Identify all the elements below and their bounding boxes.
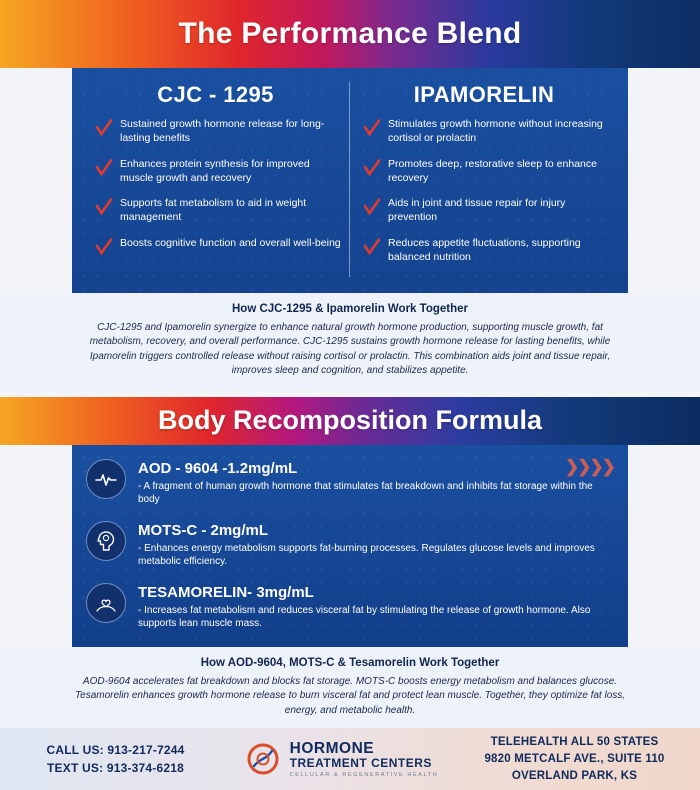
performance-blend-banner bbox=[0, 0, 700, 68]
peptide-description: - A fragment of human growth hormone that stimulates fat breakdown and inhibits fat storage within the body bbox=[138, 480, 593, 506]
check-icon bbox=[96, 119, 112, 137]
peptide-description: - Enhances energy metabolism supports fat-burning processes. Regulates glucose levels and improves metabolic efficiency. bbox=[138, 542, 595, 568]
synergy-note-blend bbox=[0, 293, 700, 391]
head-energy-icon bbox=[86, 521, 126, 561]
list-item bbox=[358, 237, 610, 265]
list-item bbox=[86, 521, 608, 569]
check-icon bbox=[96, 198, 112, 216]
list-item bbox=[90, 118, 341, 146]
check-icon bbox=[364, 198, 380, 216]
call-us-text[interactable]: CALL US: 913-217-7244 bbox=[46, 743, 185, 758]
cjc-1295-title: CJC - 1295 bbox=[157, 82, 274, 107]
address-line-2: OVERLAND PARK, KS bbox=[511, 770, 638, 782]
peptide-name: TESAMORELIN- 3mg/mL bbox=[138, 583, 314, 601]
list-item bbox=[90, 197, 341, 225]
peptide-name: AOD - 9604 -1.2mg/mL bbox=[138, 459, 298, 477]
list-item bbox=[358, 158, 610, 186]
brand-tagline: CELLULAR & REGENERATIVE HEALTH bbox=[289, 771, 439, 778]
check-icon bbox=[96, 238, 112, 256]
list-item bbox=[86, 459, 608, 507]
text-us-text[interactable]: TEXT US: 913-374-6218 bbox=[47, 761, 184, 776]
list-item-label: Reduces appetite fluctuations, supporting balanced nutrition bbox=[388, 237, 581, 264]
synergy-heading: How CJC-1295 & Ipamorelin Work Together bbox=[231, 302, 468, 315]
list-item-label: Boosts cognitive function and overall well-being bbox=[120, 237, 341, 250]
hormone-logo-icon bbox=[242, 738, 284, 780]
list-item bbox=[358, 197, 610, 225]
list-item-label: Sustained growth hormone release for long-lasting benefits bbox=[120, 118, 325, 144]
page-title: The Performance Blend bbox=[178, 17, 522, 50]
peptide-name: MOTS-C - 2mg/mL bbox=[138, 521, 268, 539]
body-recomposition-banner bbox=[0, 397, 700, 445]
brand-line-1: HORMONE bbox=[289, 739, 375, 757]
list-item-label: Aids in joint and tissue repair for injury prevention bbox=[388, 197, 566, 224]
check-icon bbox=[96, 159, 112, 177]
check-icon bbox=[364, 238, 380, 256]
brand-logo bbox=[213, 738, 467, 780]
synergy-body: AOD-9604 accelerates fat breakdown and blocks fat storage. MOTS-C boosts energy metabolism and balances glucose. Tesamorelin enhances growth hormone release to burn visceral fat and protect lean muscle. Together, they optimize fat loss, energy, and metabolic health. bbox=[74, 675, 626, 716]
telehealth-text: TELEHEALTH ALL 50 STATES bbox=[490, 735, 659, 748]
brand-text bbox=[290, 741, 439, 778]
ipamorelin-column bbox=[350, 82, 618, 277]
heartbeat-icon bbox=[86, 459, 126, 499]
synergy-heading: How AOD-9604, MOTS-C & Tesamorelin Work Together bbox=[200, 656, 500, 669]
synergy-note-formula bbox=[0, 647, 700, 729]
list-item-label: Stimulates growth hormone without increasing cortisol or prolactin bbox=[388, 118, 603, 144]
list-item-label: Supports fat metabolism to aid in weight management bbox=[120, 197, 307, 224]
check-icon bbox=[364, 159, 380, 177]
brand-line-2: TREATMENT CENTERS bbox=[289, 756, 432, 771]
list-item bbox=[90, 158, 341, 186]
cjc-1295-column bbox=[82, 82, 350, 277]
check-icon bbox=[364, 119, 380, 137]
contact-footer bbox=[0, 728, 700, 790]
peptide-description: - Increases fat metabolism and reduces visceral fat by stimulating the release of growth hormone. Also supports lean muscle mass. bbox=[138, 604, 591, 630]
address-line-1: 9820 METCALF AVE., SUITE 110 bbox=[484, 752, 665, 765]
list-item bbox=[358, 118, 610, 146]
phone-block bbox=[18, 741, 213, 777]
list-item bbox=[90, 237, 341, 256]
peptide-list-block bbox=[72, 445, 628, 647]
list-item bbox=[86, 583, 608, 631]
list-item-label: Enhances protein synthesis for improved muscle growth and recovery bbox=[120, 157, 310, 184]
section-title: Body Recomposition Formula bbox=[157, 405, 543, 436]
blend-comparison-block bbox=[72, 68, 628, 293]
ipamorelin-title: IPAMORELIN bbox=[413, 82, 555, 107]
address-block bbox=[467, 734, 682, 786]
chevron-right-icon: ❯❯❯❯ bbox=[565, 456, 614, 476]
synergy-body: CJC-1295 and Ipamorelin synergize to enhance natural growth hormone production, supporting muscle growth, fat metabolism, recovery, and overall performance. CJC-1295 sustains growth hormone release for lasting benefits, while Ipamorelin triggers controlled release without raising cortisol or prolactin. This combination aids joint and tissue repair, improves sleep and cognition, and stabilizes appetite. bbox=[89, 321, 611, 377]
list-item-label: Promotes deep, restorative sleep to enhance recovery bbox=[388, 157, 597, 184]
hand-heart-icon bbox=[86, 583, 126, 623]
